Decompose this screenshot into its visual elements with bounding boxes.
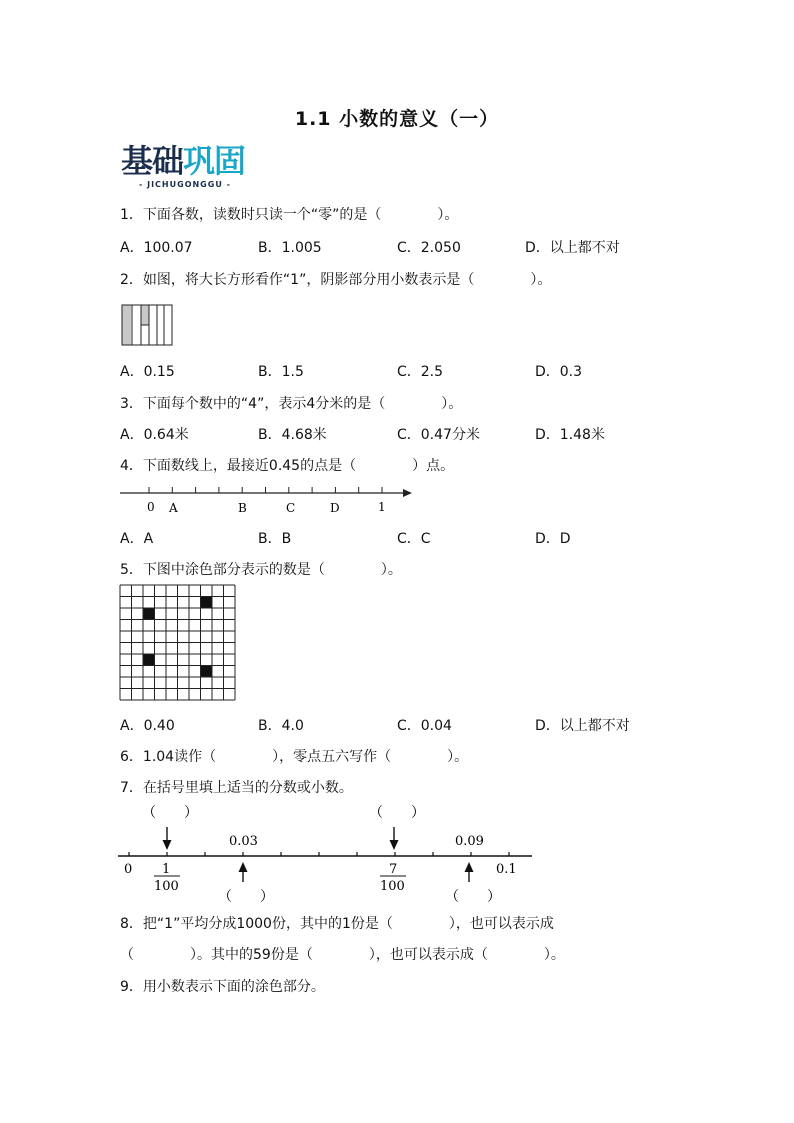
- section-logo: [121, 143, 265, 193]
- shaded-strip: [122, 305, 131, 345]
- question-2: 2．如图，将大长方形看作“1”，阴影部分用小数表示是（ ）。: [120, 272, 552, 288]
- q1-option-c: C．2.050: [397, 240, 461, 256]
- q4-label-d: D: [330, 501, 340, 515]
- blank-top-7: （ ）: [369, 805, 425, 821]
- label-0-1: 0.1: [496, 862, 517, 877]
- fraction-1-numerator: 1: [162, 862, 171, 877]
- question-5: 5．下图中涂色部分表示的数是（ ）。: [120, 562, 402, 578]
- down-arrow-icon: [163, 840, 172, 850]
- q5-option-d: D．以上都不对: [535, 718, 630, 734]
- q2-rectangle-figure: [120, 304, 176, 346]
- q3-option-a: A．0.64米: [120, 427, 189, 443]
- q4-option-c: C．C: [397, 531, 431, 547]
- q4-label-a: A: [169, 501, 178, 515]
- shaded-half-strip: [141, 305, 149, 325]
- q2-option-c: C．2.5: [397, 364, 444, 380]
- q1-option-a: A．100.07: [120, 240, 193, 256]
- q3-option-c: C．0.47分米: [397, 427, 480, 443]
- arrow-head-icon: [403, 489, 412, 497]
- q1-option-b: B．1.005: [258, 240, 322, 256]
- question-7: 7．在括号里填上适当的分数或小数。: [120, 780, 353, 796]
- up-arrow-icon: [239, 862, 248, 872]
- q4-option-b: B．B: [258, 531, 292, 547]
- fraction-1-denominator: 100: [154, 879, 179, 894]
- blank-bottom-009: （ ）: [445, 889, 501, 905]
- question-9: 9．用小数表示下面的涂色部分。: [120, 979, 325, 995]
- q2-option-a: A．0.15: [120, 364, 175, 380]
- q4-label-1: 1: [378, 500, 386, 514]
- q4-label-b: B: [238, 501, 247, 515]
- question-8-line-1: 8．把“1”平均分成1000份，其中的1份是（ ），也可以表示成: [120, 916, 554, 932]
- q5-option-c: C．0.04: [397, 718, 452, 734]
- q3-option-d: D．1.48米: [535, 427, 605, 443]
- question-6: 6．1.04读作（ ），零点五六写作（ ）。: [120, 749, 469, 765]
- blank-bottom-003: （ ）: [218, 889, 274, 905]
- q3-option-b: B．4.68米: [258, 427, 327, 443]
- q1-option-d: D．以上都不对: [525, 240, 620, 256]
- q2-option-b: B．1.5: [258, 364, 304, 380]
- page-title: 1.1 小数的意义（一）: [294, 108, 500, 130]
- question-4: 4．下面数线上，最接近0.45的点是（ ）点。: [120, 458, 455, 474]
- q4-label-c: C: [286, 501, 296, 515]
- shaded-square: [201, 666, 213, 678]
- label-0-03: 0.03: [229, 834, 258, 849]
- shaded-square: [143, 608, 155, 620]
- fraction-7-numerator: 7: [389, 862, 398, 877]
- question-8-line-2: （ ）。其中的59份是（ ），也可以表示成（ ）。: [120, 947, 565, 963]
- q4-number-line: [118, 484, 418, 520]
- q5-option-a: A．0.40: [120, 718, 175, 734]
- blank-top-1: （ ）: [142, 805, 198, 821]
- q5-hundred-grid: [119, 584, 237, 708]
- q4-option-a: A．A: [120, 531, 154, 547]
- logo-text: 基础巩固: [121, 142, 246, 180]
- up-arrow-icon: [465, 862, 474, 872]
- question-3: 3．下面每个数中的“4”，表示4分米的是（ ）。: [120, 396, 463, 412]
- q2-option-d: D．0.3: [535, 364, 583, 380]
- q4-label-0: 0: [147, 500, 155, 514]
- shaded-square: [201, 597, 213, 609]
- q7-number-line: [114, 800, 538, 908]
- shaded-square: [143, 654, 155, 666]
- label-0-09: 0.09: [455, 834, 484, 849]
- q5-option-b: B．4.0: [258, 718, 304, 734]
- fraction-7-denominator: 100: [380, 879, 405, 894]
- label-0: 0: [124, 862, 133, 877]
- logo-subtitle: - JICHUGONGGU -: [139, 180, 231, 189]
- question-1: 1．下面各数，读数时只读一个“零”的是（ ）。: [120, 207, 459, 223]
- q4-option-d: D．D: [535, 531, 571, 547]
- down-arrow-icon: [390, 840, 399, 850]
